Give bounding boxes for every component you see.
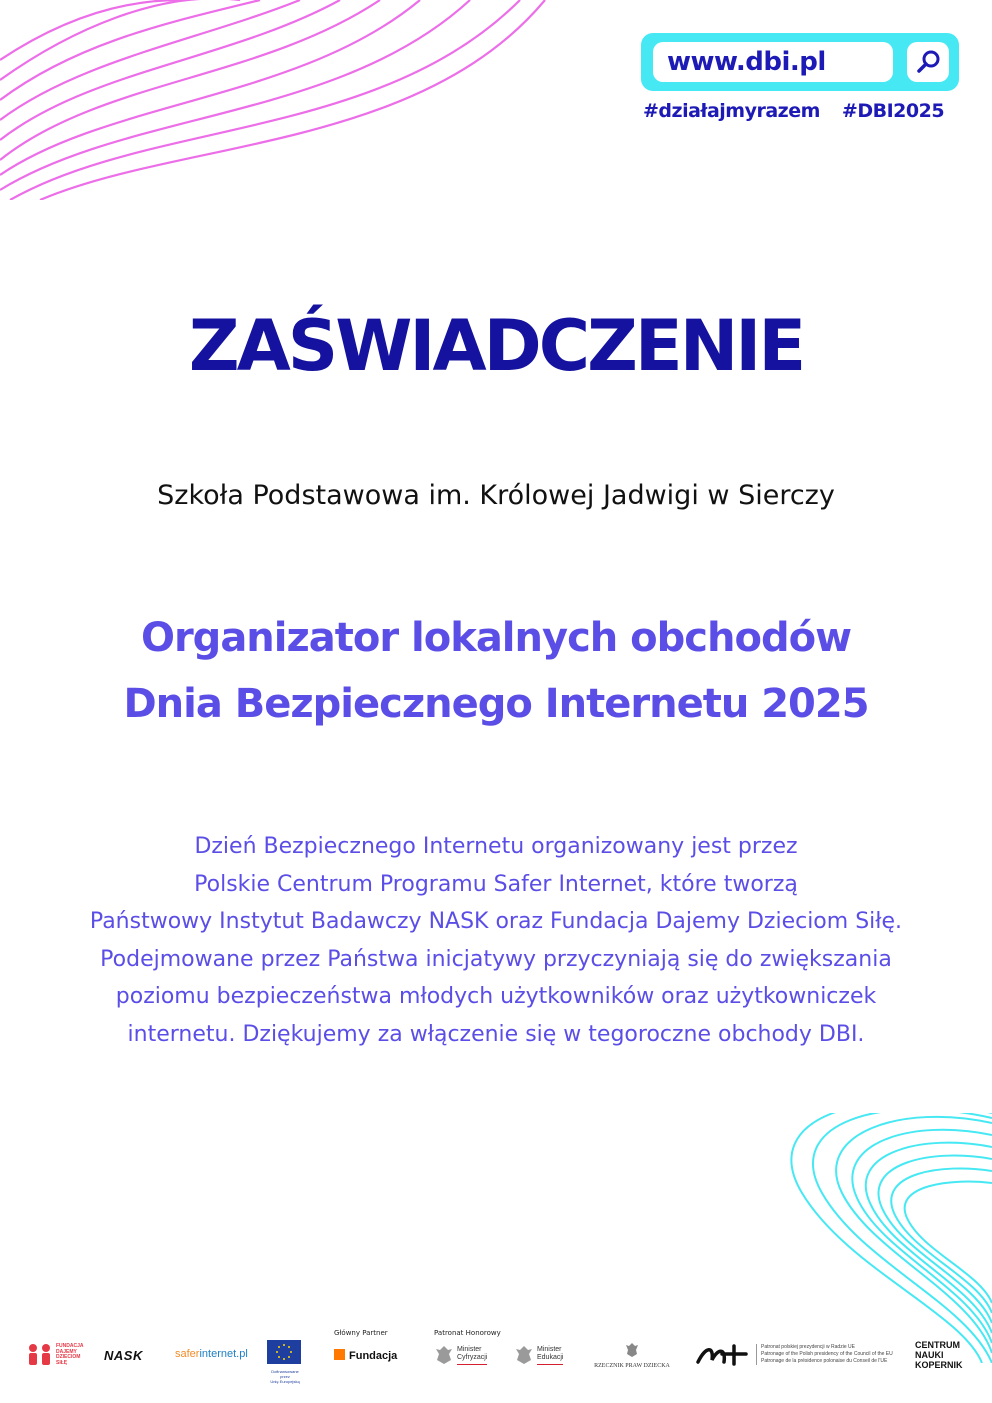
orange-foundation-logo [334, 1349, 397, 1362]
fdds-line: FUNDACJA [56, 1343, 84, 1349]
ombudsman-logo [592, 1342, 672, 1369]
eagle-emblem-icon [434, 1344, 454, 1366]
hashtag-dzialajmyrazem: #działajmyrazem [643, 100, 820, 122]
copernicus-centre-logo [915, 1340, 963, 1370]
certificate-description [30, 828, 962, 1054]
saferinternet-logo [175, 1348, 248, 1360]
fdds-line: DZIECIOM [56, 1354, 81, 1360]
ombudsman-name: RZECZNIK PRAW DZIECKA [594, 1363, 670, 1369]
description-line: Państwowy Instytut Badawczy NASK oraz Fundacja Dajemy Dzieciom Siłę. [89, 909, 903, 935]
fdds-logo [26, 1340, 86, 1374]
honorary-patronage-label: Patronat Honorowy [434, 1329, 501, 1337]
presidency-mark-icon [696, 1342, 750, 1368]
eagle-emblem-icon [514, 1344, 534, 1366]
eu-caption-line: Dofinansowane przez [271, 1369, 299, 1379]
description-line: poziomu bezpieczeństwa młodych użytkowników oraz użytkowniczek [115, 984, 877, 1010]
partner-logos-footer [0, 1320, 992, 1390]
copernicus-line: KOPERNIK [915, 1360, 963, 1370]
search-icon [907, 42, 949, 82]
main-partner-label: Główny Partner [334, 1329, 388, 1337]
minister-digital-line: Cyfryzacji [457, 1354, 488, 1361]
minister-education-line: Minister [537, 1346, 562, 1353]
minister-digital-line: Minister [457, 1346, 482, 1353]
presidency-line: Patronat polskiej prezydencji w Radzie UE [761, 1344, 855, 1350]
description-line: internetu. Dziękujemy za włączenie się w tegoroczne obchody DBI. [127, 1021, 865, 1047]
role-line: Organizator lokalnych obchodów [140, 615, 852, 661]
recipient-role [0, 605, 992, 737]
description-line: Dzień Bezpiecznego Internetu organizowany jest przez [194, 834, 798, 859]
dbi-url-field: www.dbi.pl [653, 42, 893, 82]
eu-flag-icon [267, 1340, 301, 1364]
presidency-line: Patronage of the Polish presidency of the Council of the EU [761, 1351, 893, 1357]
saferinternet-suffix: internet.pl [199, 1348, 248, 1360]
nask-logo: NASK [104, 1348, 143, 1363]
hashtag-dbi2025: #DBI2025 [841, 100, 945, 122]
eu-caption-line: Unię Europejską [270, 1379, 300, 1384]
orange-square-icon [334, 1349, 345, 1360]
fdds-line: SIŁĘ [56, 1359, 68, 1366]
role-line: Dnia Bezpiecznego Internetu 2025 [123, 681, 869, 727]
main-partner-name: Fundacja [349, 1350, 398, 1362]
hashtags [643, 100, 963, 122]
description-line: Polskie Centrum Programu Safer Internet, które tworzą [194, 871, 798, 897]
minister-education-line: Edukacji [537, 1354, 564, 1361]
pink-wave-decoration [0, 0, 560, 200]
children-icon [26, 1342, 54, 1370]
description-line: Podejmowane przez Państwa inicjatywy przyczyniają się do zwiększania [100, 946, 892, 972]
eu-logo [267, 1340, 303, 1384]
eagle-emblem-icon [624, 1342, 640, 1358]
saferinternet-prefix: safer [175, 1348, 200, 1360]
certificate-title: ZAŚWIADCZENIE [188, 305, 804, 387]
recipient-name: Szkoła Podstawowa im. Królowej Jadwigi w Sierczy [157, 480, 835, 511]
presidency-line: Patronage de la présidence polonaise du Conseil de l'UE [761, 1358, 888, 1364]
copernicus-line: CENTRUM [915, 1340, 960, 1350]
copernicus-line: NAUKI [915, 1350, 944, 1360]
fdds-line: DAJEMY [56, 1348, 77, 1355]
dbi-search-bar [641, 33, 959, 91]
